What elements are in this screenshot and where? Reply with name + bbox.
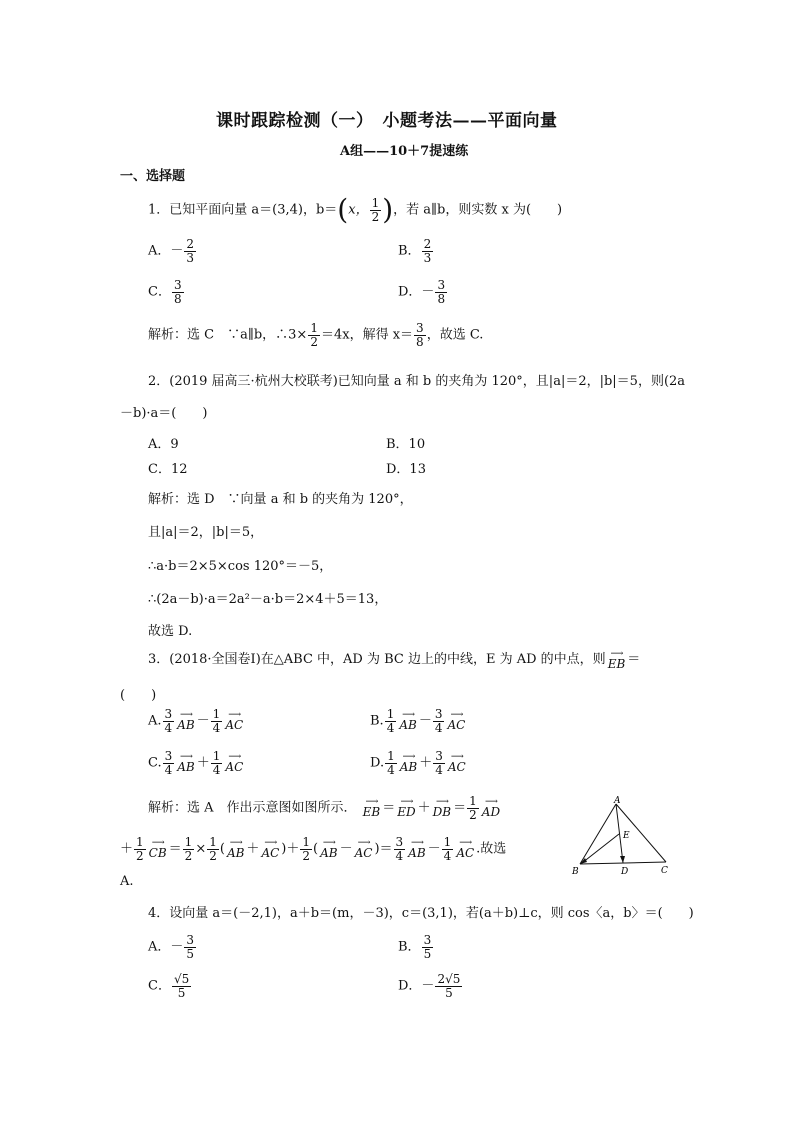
vec-label: AB	[226, 846, 245, 861]
frac-den: 4	[395, 848, 404, 863]
vec-label: EB	[607, 656, 626, 671]
q2-option-b: B．10	[386, 437, 426, 452]
q1-text-a: 1．已知平面向量 a＝(3,4)，b＝	[148, 202, 338, 218]
vec-arrow: ⟶	[402, 710, 415, 721]
frac-num: 1	[387, 749, 395, 763]
frac-den: 5	[186, 946, 195, 961]
vec-arrow: ⟶	[322, 838, 335, 849]
vec-label: AB	[399, 718, 417, 733]
option-label: A．－	[148, 939, 184, 955]
q2-option-d: D．13	[386, 462, 426, 477]
frac-num: 1	[371, 195, 380, 210]
q2-option-a: A．9	[148, 437, 179, 452]
vec-label: AB	[177, 718, 195, 733]
q3-sol-line3: A.	[120, 874, 134, 889]
option-label: A．－	[148, 243, 184, 259]
frac-num: 1	[310, 321, 318, 335]
option-op: ＋	[419, 755, 433, 771]
frac-den: 2	[302, 848, 311, 863]
frac-num: √5	[173, 972, 190, 986]
vec-arrow: ⟶	[228, 710, 241, 721]
frac-num: 3	[423, 933, 432, 947]
frac-den: 2	[209, 848, 217, 863]
vec-arrow: ⟶	[229, 838, 242, 849]
frac-den: 2	[371, 209, 380, 224]
frac-num: 1	[212, 749, 221, 763]
q4-line1: 4．设向量 a＝(－2,1)，a＋b＝(m，－3)，c＝(3,1)，若(a＋b)⊥c，则 cos〈a，b〉＝( )	[148, 906, 694, 921]
frac-num: 2	[186, 237, 195, 251]
vec-arrow: ⟶	[357, 838, 370, 849]
frac-den: 4	[212, 762, 221, 777]
option-label: D.	[370, 755, 385, 771]
option-op: －	[418, 713, 432, 729]
sol-text: .故选	[476, 841, 507, 857]
q3-option-c	[148, 750, 245, 776]
frac-num: 1	[386, 707, 395, 721]
q3-option-a	[148, 708, 245, 734]
q2-option-c: C．12	[148, 462, 188, 477]
option-label: A.	[148, 713, 162, 729]
option-op: －	[196, 713, 210, 729]
segment-eb	[582, 834, 619, 863]
vec-arrow: ⟶	[402, 752, 415, 763]
triangle-figure	[570, 796, 674, 876]
vec-label: AB	[399, 760, 418, 775]
q3-stem: 3．(2018·全国卷Ⅰ)在△ABC 中，AD 为 BC 边上的中线，E 为 AD 的中点，则	[148, 652, 606, 667]
label-b: B	[572, 867, 579, 876]
page-subtitle: A组——10＋7提速练	[340, 144, 469, 159]
frac-num: 2√5	[437, 972, 461, 986]
q1-option-c	[148, 279, 185, 305]
q1-option-b	[398, 238, 434, 264]
option-label: B．	[398, 939, 421, 955]
vec-label: AC	[225, 718, 244, 733]
vec-arrow: ⟶	[484, 797, 497, 808]
frac-den: 5	[423, 946, 432, 961]
vec-arrow: ⟶	[400, 797, 413, 808]
q4-option-b	[398, 934, 434, 960]
q2-sol-4: ∴(2a－b)·a＝2a²－a·b＝2×4＋5＝13，	[148, 592, 388, 607]
frac-num: 3	[437, 278, 446, 292]
q2-line1: 2．(2019 届高三·杭州大校联考)已知向量 a 和 b 的夹角为 120°，且|a|＝2，|b|＝5，则(2a	[148, 374, 686, 389]
page-title: 课时跟踪检测（一） 小题考法——平面向量	[216, 111, 558, 131]
label-a: A	[614, 796, 621, 806]
option-label: B．	[398, 243, 421, 259]
q1-stem: 1．已知平面向量 a＝(3,4)，b＝(x， $\frac{1}{2}$ )，若 a∥b，则实数 x 为( )	[148, 193, 563, 226]
frac-den: 5	[177, 985, 186, 1000]
frac-num: 3	[416, 321, 424, 335]
vec-label: AC	[456, 846, 475, 861]
q3-line1	[148, 648, 640, 670]
frac-den: 2	[136, 848, 144, 863]
vec-arrow: ⟶	[410, 838, 423, 849]
frac-den: 4	[434, 720, 443, 735]
q3-equals: ＝	[627, 652, 641, 667]
q3-sol-line1: 解析：选 A 作出示意图如图所示． ⟶ EB ＝ ⟶ ED ＋ ⟶ DB ＝ $\frac{1}{2}$ ⟶ AD	[148, 794, 501, 822]
frac-den: 5	[445, 985, 453, 1000]
frac-num: 1	[443, 835, 452, 849]
frac-den: 8	[437, 291, 446, 306]
vec-label: DB	[432, 805, 452, 820]
vec-label: AD	[481, 805, 501, 820]
vec-eb	[608, 650, 626, 670]
frac-den: 3	[186, 250, 195, 265]
sol-text: ，故选 C.	[426, 327, 484, 343]
q1-vec-x: x，	[348, 202, 369, 218]
vec-label: EB	[362, 805, 381, 820]
vec-label: ED	[397, 805, 416, 820]
vec-label: AB	[320, 846, 338, 861]
q3-option-d	[370, 750, 468, 776]
frac-den: 3	[423, 250, 432, 265]
q3-option-b	[370, 708, 467, 734]
frac-den: 2	[310, 334, 318, 349]
q2-line2: －b)·a＝( )	[120, 406, 208, 421]
frac-den: 4	[443, 848, 452, 863]
frac-num: 1	[302, 835, 311, 849]
q2-sol-5: 故选 D.	[148, 624, 193, 639]
vec-arrow: ⟶	[450, 752, 463, 763]
frac-num: 2	[423, 237, 432, 251]
frac-num: 1	[136, 835, 144, 849]
frac-num: 3	[186, 933, 195, 947]
vec-arrow: ⟶	[450, 710, 463, 721]
vec-arrow: ⟶	[180, 752, 192, 763]
q1-half-frac	[370, 197, 382, 223]
vec-arrow: ⟶	[459, 838, 472, 849]
sol-text: 解析：选 C ∵a∥b，∴3×	[148, 327, 308, 343]
frac-num: 1	[469, 794, 477, 808]
sol-text: 解析：选 A 作出示意图如图所示．	[148, 800, 357, 816]
option-label: B.	[370, 713, 384, 729]
frac-num: 3	[434, 707, 443, 721]
frac-num: 3	[435, 749, 443, 763]
q3-line2: ( )	[120, 688, 157, 703]
vec-label: AC	[261, 846, 280, 861]
frac-num: 1	[212, 707, 221, 721]
option-label: D．－	[398, 978, 435, 994]
label-d: D	[621, 867, 629, 876]
frac-den: 4	[386, 720, 395, 735]
vec-label: CB	[148, 846, 167, 861]
frac-den: 4	[164, 762, 173, 777]
q1-option-d	[398, 279, 448, 305]
q2-sol-1: 解析：选 D ∵向量 a 和 b 的夹角为 120°，	[148, 492, 413, 507]
frac-den: 2	[469, 807, 477, 822]
frac-num: 3	[164, 707, 173, 721]
vec-label: AC	[225, 760, 244, 775]
vec-label: AB	[177, 760, 195, 775]
option-label: C．	[148, 284, 171, 300]
option-label: D．－	[398, 284, 435, 300]
frac-num: 1	[184, 835, 193, 849]
frac-den: 4	[212, 720, 221, 735]
frac-den: 8	[173, 291, 182, 306]
frac-num: 1	[209, 835, 217, 849]
q2-sol-2: 且|a|＝2，|b|＝5，	[148, 525, 264, 540]
vec-arrow: ⟶	[610, 648, 623, 659]
vec-label: AC	[447, 718, 466, 733]
vec-label: AC	[354, 846, 373, 861]
label-e: E	[623, 831, 630, 841]
label-c: C	[661, 866, 668, 876]
q2-sol-3: ∴a·b＝2×5×cos 120°＝－5，	[148, 559, 333, 574]
frac-den: 4	[164, 720, 173, 735]
frac-den: 2	[184, 848, 193, 863]
vec-arrow: ⟶	[365, 797, 378, 808]
frac-den: 4	[435, 762, 443, 777]
vec-arrow: ⟶	[228, 752, 241, 763]
vec-arrow: ⟶	[435, 797, 448, 808]
q4-option-d	[398, 973, 463, 999]
option-op: ＋	[196, 755, 210, 771]
option-label: C．	[148, 978, 171, 994]
vec-arrow: ⟶	[151, 838, 164, 849]
frac-den: 4	[387, 762, 395, 777]
frac-num: 3	[173, 278, 182, 292]
median-ad	[616, 804, 623, 863]
option-label: C.	[148, 755, 162, 771]
q1-solution	[148, 322, 483, 348]
frac-num: 3	[395, 835, 404, 849]
side-ab	[580, 804, 616, 864]
q4-option-a	[148, 934, 197, 960]
q1-option-a	[148, 238, 197, 264]
q1-text-b: ，若 a∥b，则实数 x 为( )	[393, 202, 563, 218]
sol-text: ＝4x，解得 x＝	[320, 327, 414, 343]
vec-arrow: ⟶	[264, 838, 277, 849]
q3-sol-line2: ＋ $\frac{1}{2}$ ⟶ CB ＝ $\frac{1}{2}$ × $\frac{1}{2}$ ( ⟶ AB ＋ ⟶ AC )＋ $\frac{1}{2}$ ( ⟶ AB － ⟶ AC )＝ $\frac{3}{4}$ ⟶ AB － $\frac{1}{4}$ ⟶ AC .故选	[120, 835, 507, 863]
vec-label: AC	[447, 760, 466, 775]
section-heading: 一、选择题	[120, 169, 186, 184]
q4-option-c	[148, 973, 192, 999]
frac-den: 8	[416, 334, 424, 349]
vec-label: AB	[408, 846, 426, 861]
frac-num: 3	[164, 749, 173, 763]
vec-arrow: ⟶	[179, 710, 192, 721]
